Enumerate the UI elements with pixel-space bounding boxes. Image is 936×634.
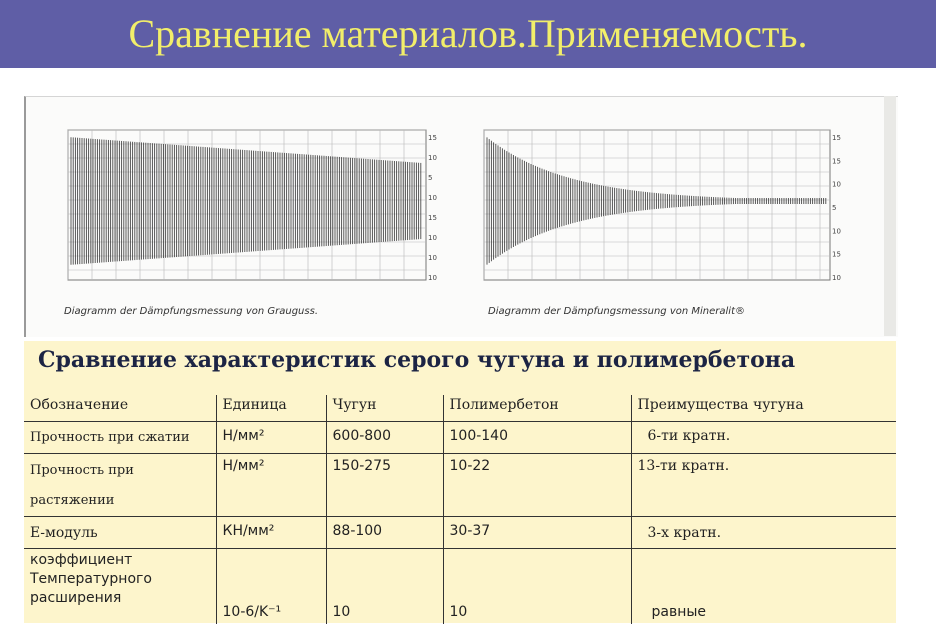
comparison-panel	[24, 341, 896, 623]
title-banner	[0, 0, 936, 68]
row-unit: Н/мм²	[216, 421, 326, 453]
header-cell: Преимущества чугуна	[631, 395, 896, 421]
row-advantage: 3-х кратн.	[631, 516, 896, 548]
row-name: Е-модуль	[24, 516, 216, 548]
row-advantage: 6-ти кратн.	[631, 421, 896, 453]
row-polymer-concrete: 10-22	[443, 453, 631, 516]
table-row	[24, 516, 896, 548]
row-advantage: равные	[651, 604, 707, 620]
grauguss-damping-diagram	[68, 130, 436, 292]
grauguss-tick-label: 10	[428, 194, 437, 202]
grauguss-tick-label: 10	[428, 274, 437, 282]
row-unit: КН/мм²	[216, 516, 326, 548]
mineralit-tick-label: 10	[832, 274, 841, 282]
mineralit-tick-label: 5	[832, 204, 837, 212]
grauguss-tick-label: 15	[428, 214, 437, 222]
mineralit-tick-label: 15	[832, 157, 841, 166]
mineralit-tick-label: 10	[832, 227, 841, 236]
row-cast-iron: 10	[326, 548, 443, 624]
grauguss-caption: Diagramm der Dämpfungsmessung von Grauguss.	[64, 306, 318, 317]
row-cast-iron: 88-100	[326, 516, 443, 548]
table-row	[24, 453, 896, 516]
table-header-row	[24, 395, 896, 421]
header-cell: Полимербетон	[443, 395, 631, 421]
scan-edge	[884, 96, 896, 336]
table-row	[24, 421, 896, 453]
slide-title: Сравнение материалов.Применяемость.	[128, 11, 808, 56]
row-cast-iron: 150-275	[326, 453, 443, 516]
row-unit: Н/мм²	[216, 453, 326, 516]
grauguss-tick-label: 10	[428, 234, 437, 242]
mineralit-damping-diagram	[484, 130, 840, 292]
mineralit-tick-label: 15	[832, 134, 841, 142]
mineralit-caption: Diagramm der Dämpfungsmessung von Mineralit®	[488, 306, 745, 317]
row-advantage: 13-ти кратн.	[631, 453, 896, 516]
row-name: Прочность при растяжении	[24, 453, 216, 516]
row-name: коэффициент Температурного расширения	[24, 548, 216, 624]
grauguss-tick-label: 10	[428, 154, 437, 162]
header-cell: Чугун	[326, 395, 443, 421]
comparison-title: Сравнение характеристик серого чугуна и полимербетона	[38, 347, 796, 373]
mineralit-tick-label: 15	[832, 250, 841, 259]
header-cell: Единица	[216, 395, 326, 421]
row-unit: 10-6/K⁻¹	[216, 548, 326, 624]
grauguss-tick-label: 15	[428, 134, 437, 142]
row-polymer-concrete: 30-37	[443, 516, 631, 548]
table-row	[24, 548, 896, 624]
grauguss-tick-label: 10	[428, 254, 437, 262]
row-polymer-concrete: 100-140	[443, 421, 631, 453]
mineralit-tick-label: 10	[832, 180, 841, 189]
grauguss-tick-label: 5	[428, 174, 433, 182]
row-name: Прочность при сжатии	[24, 421, 216, 453]
comparison-table	[24, 395, 896, 624]
header-cell: Обозначение	[24, 395, 216, 421]
row-cast-iron: 600-800	[326, 421, 443, 453]
row-polymer-concrete: 10	[443, 548, 631, 624]
